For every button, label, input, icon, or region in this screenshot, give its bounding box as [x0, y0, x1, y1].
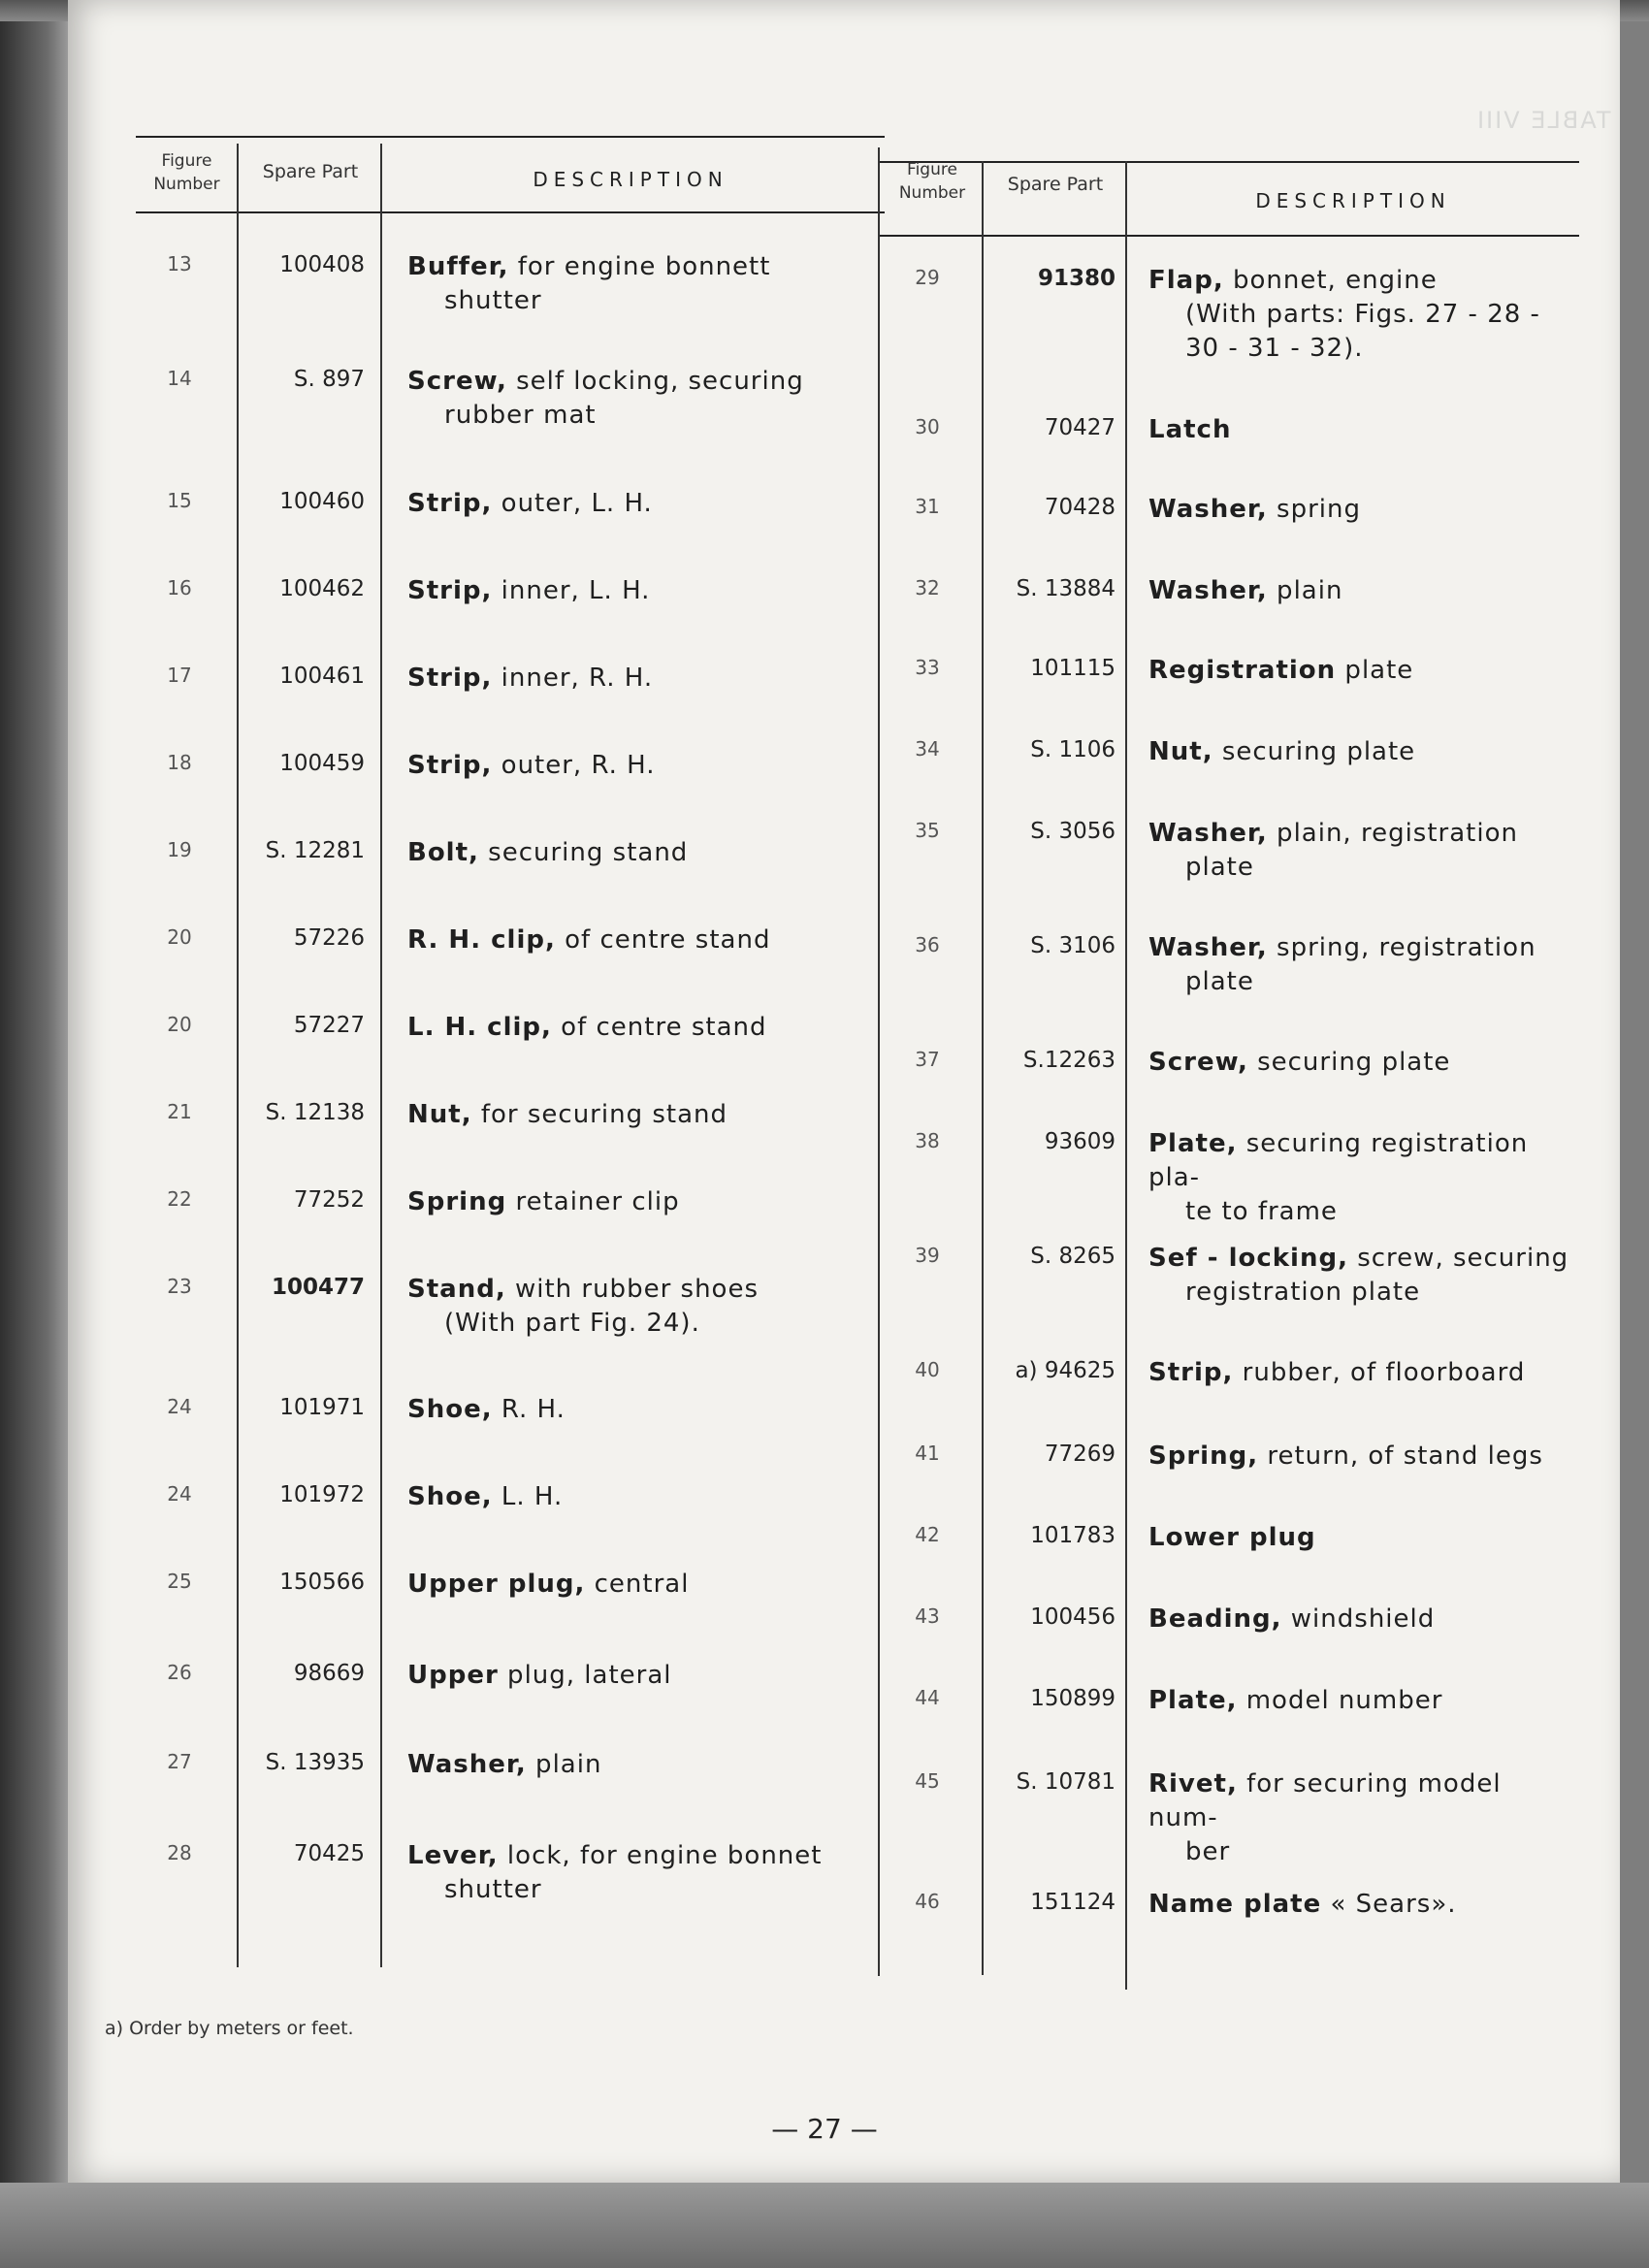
figure-number: 46: [915, 1890, 940, 1913]
part-description: [1148, 1440, 1575, 1474]
header-figure-number-left: Figure Number: [153, 151, 220, 194]
figure-number: 30: [915, 415, 940, 438]
part-detail: retainer clip: [506, 1187, 680, 1216]
part-name: Nut,: [1148, 737, 1213, 766]
part-name: Buffer,: [407, 252, 509, 281]
part-detail: for securing model num-: [1148, 1769, 1502, 1832]
part-description: [1148, 574, 1575, 608]
spare-part-number: 57227: [293, 1013, 365, 1038]
part-name: R. H. clip,: [407, 925, 556, 955]
part-description: [407, 1659, 863, 1693]
spare-part-number: 101783: [1030, 1523, 1116, 1548]
part-description: [1148, 1356, 1575, 1390]
part-name: Name plate: [1148, 1890, 1322, 1919]
part-detail-continued: rubber mat: [444, 401, 597, 430]
figure-number: 16: [167, 576, 192, 599]
figure-number: 42: [915, 1523, 940, 1546]
header-spare-part-right: Spare Part: [1007, 174, 1104, 195]
part-name: Shoe,: [407, 1395, 493, 1424]
header-figure-number-right: Figure Number: [898, 160, 966, 203]
figure-number: 36: [915, 933, 940, 956]
figure-number: 35: [915, 819, 940, 842]
part-name: Screw,: [1148, 1048, 1248, 1077]
part-detail: L. H.: [492, 1482, 564, 1511]
spare-part-number: S. 12281: [265, 838, 365, 863]
part-detail: central: [585, 1570, 690, 1599]
header-description-right: DESCRIPTION: [1255, 189, 1451, 212]
part-detail: plate: [1336, 656, 1414, 685]
part-detail: spring, registration: [1267, 933, 1536, 962]
figure-number: 44: [915, 1686, 940, 1709]
spare-part-number: 70425: [293, 1841, 365, 1866]
part-name: Strip,: [1148, 1358, 1234, 1387]
part-name: Washer,: [1148, 819, 1268, 848]
spare-part-number: S. 13884: [1016, 576, 1116, 601]
part-description: [1148, 1046, 1575, 1080]
spare-part-number: 70427: [1044, 415, 1116, 440]
part-name: Washer,: [407, 1750, 527, 1779]
figure-number: 31: [915, 495, 940, 518]
part-detail: spring: [1267, 495, 1362, 524]
part-detail: plug, lateral: [498, 1661, 672, 1690]
spare-part-number: 101115: [1030, 656, 1116, 681]
part-name: Shoe,: [407, 1482, 493, 1511]
scan-bottom-edge: [0, 2183, 1649, 2268]
part-name: Washer,: [1148, 933, 1268, 962]
part-description: [407, 1748, 863, 1782]
part-description: [1148, 1767, 1575, 1869]
part-name: Flap,: [1148, 266, 1224, 295]
figure-number: 28: [167, 1841, 192, 1864]
part-detail-continued: shutter: [444, 1875, 542, 1904]
spare-part-number: 101972: [279, 1482, 365, 1507]
part-detail: outer, L. H.: [492, 489, 653, 518]
spare-part-number: 93609: [1044, 1129, 1116, 1154]
spare-part-number: 101971: [279, 1395, 365, 1420]
figure-number: 25: [167, 1570, 192, 1593]
figure-number: 34: [915, 737, 940, 761]
part-detail: return, of stand legs: [1258, 1442, 1543, 1471]
figure-number: 37: [915, 1048, 940, 1071]
part-name: Washer,: [1148, 576, 1268, 605]
part-description: [407, 1393, 863, 1427]
part-description: [1148, 931, 1575, 999]
figure-number: 17: [167, 664, 192, 687]
part-description: [1148, 493, 1575, 527]
figure-number: 41: [915, 1442, 940, 1465]
figure-number: 39: [915, 1244, 940, 1267]
part-description: [407, 749, 863, 783]
part-name: Upper plug,: [407, 1570, 586, 1599]
part-detail-continued: plate: [1185, 853, 1254, 882]
spare-part-number: 91380: [1037, 266, 1116, 291]
part-detail: securing registration pla-: [1148, 1129, 1529, 1192]
figure-number: 40: [915, 1358, 940, 1381]
page-number: — 27 —: [771, 2113, 878, 2145]
spare-part-number: 100477: [271, 1275, 365, 1300]
part-description: [1148, 1242, 1575, 1310]
figure-number: 43: [915, 1604, 940, 1628]
part-detail-continued: shutter: [444, 286, 542, 315]
figure-number: 27: [167, 1750, 192, 1773]
figure-number: 24: [167, 1395, 192, 1418]
part-detail: windshield: [1281, 1604, 1436, 1634]
part-detail: R. H.: [492, 1395, 566, 1424]
figure-number: 14: [167, 367, 192, 390]
spare-part-number: 57226: [293, 925, 365, 951]
part-detail: outer, R. H.: [492, 751, 656, 780]
part-detail: rubber, of floorboard: [1233, 1358, 1526, 1387]
part-name: Plate,: [1148, 1129, 1238, 1158]
spare-part-number: 98669: [293, 1661, 365, 1686]
part-detail-continued: plate: [1185, 967, 1254, 996]
book-gutter: [0, 0, 68, 2268]
part-detail-continued: registration plate: [1185, 1278, 1421, 1307]
part-description: [407, 574, 863, 608]
part-detail: with rubber shoes: [505, 1275, 759, 1304]
part-detail: securing stand: [478, 838, 689, 867]
part-name: Rivet,: [1148, 1769, 1238, 1798]
part-name: Spring,: [1148, 1442, 1259, 1471]
figure-number: 18: [167, 751, 192, 774]
part-name: Beading,: [1148, 1604, 1282, 1634]
spare-part-number: 151124: [1030, 1890, 1116, 1915]
spare-part-number: S. 897: [293, 367, 365, 392]
part-name: Spring: [407, 1187, 507, 1216]
part-description: [1148, 264, 1575, 366]
part-name: Stand,: [407, 1275, 506, 1304]
part-detail-continued: 30 - 31 - 32).: [1185, 334, 1364, 363]
part-description: [407, 487, 863, 521]
part-description: [407, 250, 863, 318]
part-description: [407, 365, 863, 433]
figure-number: 26: [167, 1661, 192, 1684]
spare-part-number: S.12263: [1022, 1048, 1116, 1073]
spare-part-number: 150899: [1030, 1686, 1116, 1711]
part-detail: model number: [1237, 1686, 1443, 1715]
spare-part-number: S. 1106: [1030, 737, 1116, 762]
part-description: [407, 662, 863, 696]
part-description: [1148, 654, 1575, 688]
figure-number: 24: [167, 1482, 192, 1506]
figure-number: 13: [167, 252, 192, 275]
part-name: Upper: [407, 1661, 499, 1690]
figure-number: 29: [915, 266, 940, 289]
part-description: [407, 1568, 863, 1602]
spare-part-number: S. 12138: [265, 1100, 365, 1125]
part-name: Strip,: [407, 576, 493, 605]
part-detail: plain: [526, 1750, 602, 1779]
header-description-left: DESCRIPTION: [533, 168, 728, 191]
part-name: Screw,: [407, 367, 507, 396]
figure-number: 32: [915, 576, 940, 599]
figure-number: 22: [167, 1187, 192, 1211]
part-description: [407, 1273, 863, 1341]
part-detail-continued: (With part Fig. 24).: [444, 1309, 700, 1338]
part-description: [1148, 1127, 1575, 1229]
part-description: [407, 836, 863, 870]
part-detail: screw, securing: [1347, 1244, 1569, 1273]
part-description: [1148, 817, 1575, 885]
spare-part-number: 77252: [293, 1187, 365, 1213]
part-description: [1148, 735, 1575, 769]
part-description: [407, 1839, 863, 1907]
spare-part-number: 100462: [279, 576, 365, 601]
spare-part-number: 100456: [1030, 1604, 1116, 1630]
part-description: [407, 1011, 863, 1045]
spare-part-number: S. 3056: [1030, 819, 1116, 844]
part-name: Washer,: [1148, 495, 1268, 524]
part-description: [1148, 1521, 1575, 1555]
figure-number: 21: [167, 1100, 192, 1123]
part-description: [407, 1185, 863, 1219]
part-name: Strip,: [407, 664, 493, 693]
part-description: [1148, 1603, 1575, 1636]
part-detail: of centre stand: [551, 1013, 767, 1042]
part-detail: plain: [1267, 576, 1343, 605]
spare-part-number: S. 13935: [265, 1750, 365, 1775]
part-detail: for engine bonnett: [508, 252, 771, 281]
figure-number: 38: [915, 1129, 940, 1152]
part-description: [1148, 1888, 1575, 1922]
part-name: Sef - locking,: [1148, 1244, 1348, 1273]
part-name: Plate,: [1148, 1686, 1238, 1715]
figure-number: 33: [915, 656, 940, 679]
part-detail: bonnet, engine: [1223, 266, 1438, 295]
figure-number: 23: [167, 1275, 192, 1298]
part-detail: inner, L. H.: [492, 576, 651, 605]
part-name: Strip,: [407, 751, 493, 780]
part-description: [1148, 413, 1575, 447]
figure-number: 45: [915, 1769, 940, 1793]
spare-part-number: S. 8265: [1030, 1244, 1116, 1269]
part-detail-continued: (With parts: Figs. 27 - 28 -: [1185, 300, 1540, 329]
bleed-through-heading: TABLE VIII: [1474, 107, 1610, 134]
spare-part-number: 77269: [1044, 1442, 1116, 1467]
figure-number: 20: [167, 925, 192, 949]
spare-part-number: S. 3106: [1030, 933, 1116, 958]
spare-part-number: 100460: [279, 489, 365, 514]
figure-number: 15: [167, 489, 192, 512]
header-spare-part-left: Spare Part: [262, 161, 359, 182]
spare-part-number: 150566: [279, 1570, 365, 1595]
figure-number: 19: [167, 838, 192, 861]
spare-part-number: S. 10781: [1016, 1769, 1116, 1795]
part-detail: of centre stand: [555, 925, 771, 955]
part-detail: lock, for engine bonnet: [498, 1841, 823, 1870]
part-name: Strip,: [407, 489, 493, 518]
part-name: Nut,: [407, 1100, 472, 1129]
part-name: Lower plug: [1148, 1523, 1316, 1552]
part-description: [1148, 1684, 1575, 1718]
part-description: [407, 1480, 863, 1514]
part-detail: plain, registration: [1267, 819, 1518, 848]
part-name: Latch: [1148, 415, 1232, 444]
part-description: [407, 923, 863, 957]
part-name: Bolt,: [407, 838, 479, 867]
part-description: [407, 1098, 863, 1132]
part-detail-continued: te to frame: [1185, 1197, 1338, 1226]
part-detail: for securing stand: [471, 1100, 728, 1129]
part-detail-continued: ber: [1185, 1837, 1231, 1866]
spare-part-number: a) 94625: [1015, 1358, 1116, 1383]
spare-part-number: 100459: [279, 751, 365, 776]
spare-part-number: 70428: [1044, 495, 1116, 520]
part-detail: securing plate: [1247, 1048, 1451, 1077]
part-name: Registration: [1148, 656, 1337, 685]
part-detail: inner, R. H.: [492, 664, 654, 693]
part-detail: « Sears».: [1321, 1890, 1457, 1919]
part-detail: self locking, securing: [506, 367, 804, 396]
part-name: L. H. clip,: [407, 1013, 552, 1042]
footnote: a) Order by meters or feet.: [105, 2018, 354, 2039]
part-detail: securing plate: [1212, 737, 1416, 766]
spare-part-number: 100408: [279, 252, 365, 277]
spare-part-number: 100461: [279, 664, 365, 689]
figure-number: 20: [167, 1013, 192, 1036]
part-name: Lever,: [407, 1841, 499, 1870]
